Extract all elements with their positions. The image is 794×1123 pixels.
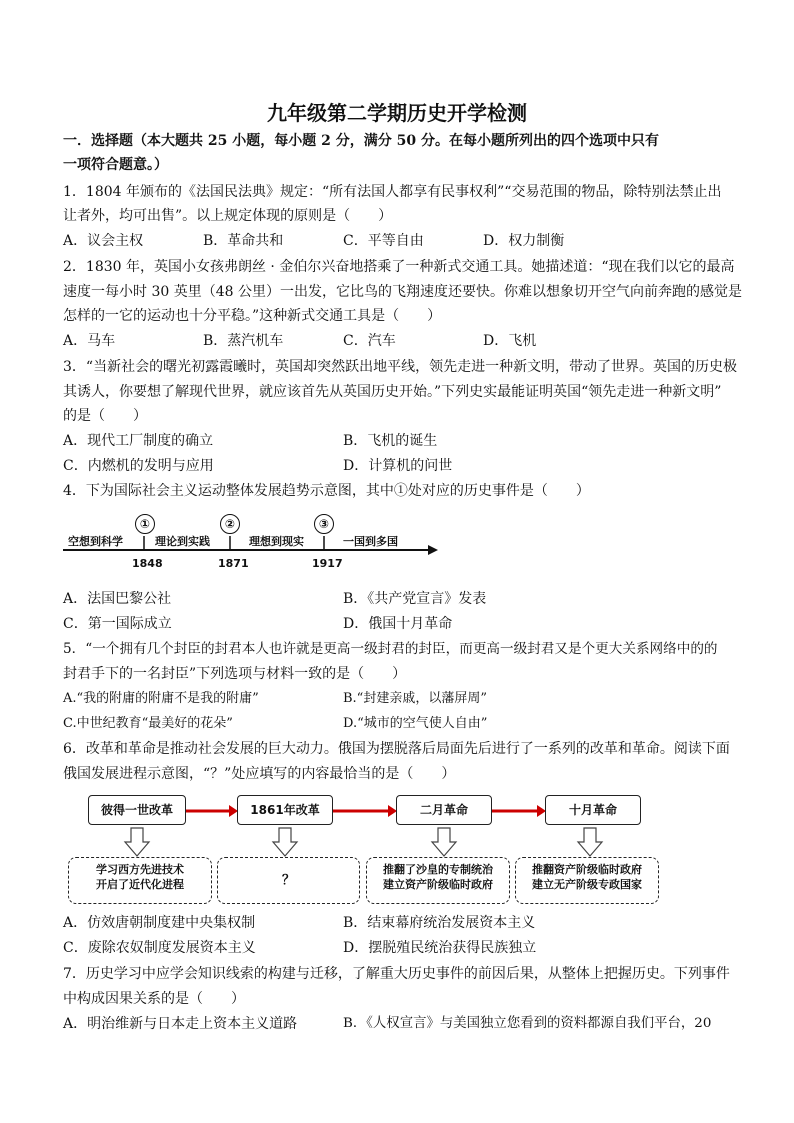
q2-stem-line3: 怎样的一它的运动也十分平稳。”这种新式交通工具是（ ） (63, 308, 442, 324)
q3-option-d: D．计算机的问世 (343, 458, 453, 474)
q7-stem-line2: 中构成因果关系的是（ ） (63, 991, 245, 1007)
flow-note-2-question (217, 857, 360, 904)
section-heading-line1: 一．选择题（本大题共 25 小题，每小题 2 分，满分 50 分。在每小题所列出的四个选项中只有 (63, 133, 659, 149)
timeline-year-1848: 1848 (132, 557, 163, 570)
timeline-marker-3: ③ (314, 514, 334, 534)
q4-option-a: A．法国巴黎公社 (63, 591, 172, 607)
q1-option-d: D．权力制衡 (483, 233, 565, 249)
q4-option-c: C．第一国际成立 (63, 616, 172, 632)
flow-note-3-line2: 建立资产阶级临时政府 (383, 878, 493, 891)
flow-note-3 (366, 857, 510, 904)
q2-option-d: D．飞机 (483, 333, 537, 349)
q2-stem-line2: 速度一每小时 30 英里（48 公里）一出发，它比鸟的飞翔速度还要快。你难以想象切开空气向前奔跑的感觉是 (63, 284, 742, 300)
q7-stem-line1: 7．历史学习中应学会知识线索的构建与迁移，了解重大历史事件的前因后果，从整体上把握历史。下列事件 (63, 966, 730, 982)
q1-option-b: B．革命共和 (203, 233, 284, 249)
q2-stem-line1: 2．1830 年，英国小女孩弗朗丝 · 金伯尔兴奋地搭乘了一种新式交通工具。她描述道：“现在我们以它的最高 (63, 259, 735, 275)
q3-stem-line2: 其诱人，你要想了解现代世界，就应该首先从英国历史开始。”下列史实最能证明英国“领先走进一种新文明” (63, 384, 722, 400)
flow-note-3-line1: 推翻了沙皇的专制统治 (383, 863, 493, 876)
flow-note-1-line1: 学习西方先进技术 (96, 863, 184, 876)
flow-note-1 (68, 857, 212, 904)
q6-stem-line1: 6．改革和革命是推动社会发展的巨大动力。俄国为摆脱落后局面先后进行了一系列的改革和革命。阅读下面 (63, 741, 730, 757)
q6-option-b: B．结束幕府统治发展资本主义 (343, 915, 536, 931)
q2-option-b: B．蒸汽机车 (203, 333, 284, 349)
timeline-marker-2: ② (220, 514, 240, 534)
q1-stem-line2: 让者外，均可出售”。以上规定体现的原则是（ ） (63, 208, 393, 224)
q1-stem-line1: 1．1804 年颁布的《法国民法典》规定：“所有法国人都享有民事权利”“交易范围的物品，除特别法禁止出 (63, 184, 722, 200)
q5-stem-line1: 5．“一个拥有几个封臣的封君本人也许就是更高一级封君的封臣，而更高一级封君又是个更大关系网络中的的 (63, 641, 718, 657)
flow-box-1861-reform: 1861年改革 (237, 795, 333, 825)
section-heading-line2: 一项符合题意。） (63, 157, 168, 173)
q2-option-a: A．马车 (63, 333, 116, 349)
q3-option-b: B．飞机的诞生 (343, 433, 438, 449)
flow-note-4-line2: 建立无产阶级专政国家 (532, 878, 642, 891)
q1-option-a: A．议会主权 (63, 233, 144, 249)
timeline-stage-1: 空想到科学 (68, 535, 123, 548)
q7-option-a: A．明治维新与日本走上资本主义道路 (63, 1016, 298, 1032)
q3-option-c: C．内燃机的发明与应用 (63, 458, 214, 474)
q6-option-d: D．摆脱殖民统治获得民族独立 (343, 940, 537, 956)
q5-option-d: D.“城市的空气使人自由” (343, 716, 488, 731)
flow-box-february-revolution: 二月革命 (396, 795, 492, 825)
q6-option-c: C．废除农奴制度发展资本主义 (63, 940, 256, 956)
q1-option-c: C．平等自由 (343, 233, 424, 249)
flow-box-october-revolution: 十月革命 (545, 795, 641, 825)
q4-stem: 4．下为国际社会主义运动整体发展趋势示意图，其中①处对应的历史事件是（ ） (63, 483, 590, 499)
timeline-stage-4: 一国到多国 (343, 535, 398, 548)
q5-option-c: C.中世纪教育“最美好的花朵” (63, 716, 233, 731)
flow-note-1-line2: 开启了近代化进程 (96, 878, 184, 891)
flow-note-4-line1: 推翻资产阶级临时政府 (532, 863, 642, 876)
q4-option-d: D．俄国十月革命 (343, 616, 453, 632)
q5-stem-line2: 封君手下的一名封臣”下列选项与材料一致的是（ ） (63, 666, 407, 682)
q2-option-c: C．汽车 (343, 333, 396, 349)
flow-note-4 (515, 857, 659, 904)
page-title: 九年级第二学期历史开学检测 (267, 101, 527, 125)
timeline-marker-1: ① (135, 514, 155, 534)
q5-option-b: B.“封建亲戚，以藩屏周” (343, 691, 487, 706)
q3-stem-line3: 的是（ ） (63, 408, 147, 424)
q5-option-a: A.“我的附庸的附庸不是我的附庸” (63, 691, 259, 706)
timeline-year-1917: 1917 (312, 557, 343, 570)
timeline-year-1871: 1871 (218, 557, 249, 570)
q6-option-a: A．仿效唐朝制度建中央集权制 (63, 915, 256, 931)
flow-note-2-mark: ？ (281, 873, 295, 888)
timeline-stage-2: 理论到实践 (155, 535, 210, 548)
timeline-stage-3: 理想到现实 (249, 535, 304, 548)
flow-box-peter-reform: 彼得一世改革 (88, 795, 186, 825)
q6-stem-line2: 俄国发展进程示意图，“？”处应填写的内容最恰当的是（ ） (63, 766, 456, 782)
q3-stem-line1: 3．“当新社会的曙光初露霞曦时，英国却突然跃出地平线，领先走进一种新文明，带动了世界。英国的历史极 (63, 359, 738, 375)
q4-option-b: B．《共产党宣言》发表 (343, 591, 487, 607)
q7-option-b: B．《人权宣言》与美国独立您看到的资料都源自我们平台，20 (343, 1016, 712, 1031)
q3-option-a: A．现代工厂制度的确立 (63, 433, 214, 449)
